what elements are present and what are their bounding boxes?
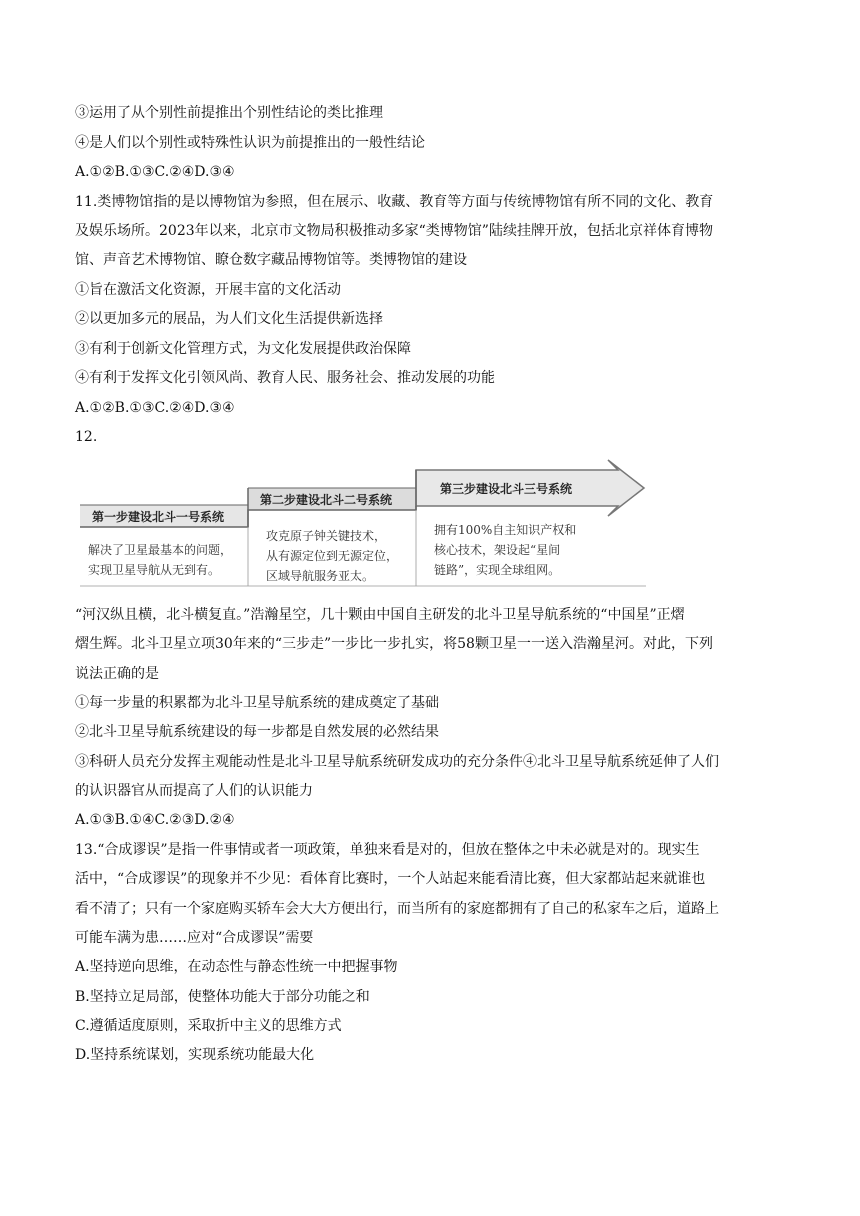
step1-desc-line-2: 实现卫星导航从无到有。 xyxy=(88,563,221,577)
q11-stem-line-3: 馆、声音艺术博物馆、瞭仓数字藏品博物馆等。类博物馆的建设 xyxy=(75,252,467,268)
q13-stem-line-2: 活中，“合成谬误”的现象并不少见：看体育比赛时，一个人站起来能看清比赛，但大家都站起来就谁也 xyxy=(75,871,706,887)
q11-stem-line-2: 及娱乐场所。2023年以来，北京市文物局积极推动多家“类博物馆”陆续挂牌开放，包括北京祥体育博物 xyxy=(75,223,713,239)
q12-stem-line-2: 熠生辉。北斗卫星立项30年来的“三步走”一步比一步扎实，将58颗卫星一一送入浩瀚星河。对此，下列 xyxy=(75,636,713,652)
q10-answer-choices: A.①②B.①③C.②④D.③④ xyxy=(75,164,235,180)
q11-option-2: ②以更加多元的展品，为人们文化生活提供新选择 xyxy=(75,311,383,327)
step3-desc-line-1: 拥有100%自主知识产权和 xyxy=(434,523,577,537)
q12-answer-choices: A.①③B.①④C.②③D.②④ xyxy=(75,812,235,828)
q13-stem-line-4: 可能车满为患……应对“合成谬误”需要 xyxy=(75,930,314,946)
q13-stem-line-1: 13.“合成谬误”是指一件事情或者一项政策，单独来看是对的，但放在整体之中未必就是对的。现实生 xyxy=(75,842,700,858)
q12-option-2: ②北斗卫星导航系统建设的每一步都是自然发展的必然结果 xyxy=(75,724,439,740)
q10-option-4: ④是人们以个别性或特殊性认识为前提推出的一般性结论 xyxy=(75,135,425,151)
q12-option-3-4-line-1: ③科研人员充分发挥主观能动性是北斗卫星导航系统研发成功的充分条件④北斗卫星导航系统延伸了人们 xyxy=(75,754,719,770)
step2-desc-line-1: 攻克原子钟关键技术， xyxy=(266,529,387,543)
beidou-three-steps-diagram xyxy=(78,458,648,590)
step3-title: 第三步建设北斗三号系统 xyxy=(440,482,573,496)
step3-desc-line-3: 链路”，实现全球组网。 xyxy=(434,563,561,577)
q12-stem-line-1: “河汉纵且横，北斗横复直。”浩瀚星空，几十颗由中国自主研发的北斗卫星导航系统的“中国星”正熠 xyxy=(75,607,685,623)
step1-title: 第一步建设北斗一号系统 xyxy=(92,510,225,524)
step2-desc-line-2: 从有源定位到无源定位， xyxy=(266,549,399,563)
q12-option-3-4-line-2: 的认识器官从而提高了人们的认识能力 xyxy=(75,783,313,799)
q13-option-d: D.坚持系统谋划，实现系统功能最大化 xyxy=(75,1047,315,1063)
q11-option-1: ①旨在激活文化资源，开展丰富的文化活动 xyxy=(75,282,341,298)
q13-option-b: B.坚持立足局部，使整体功能大于部分功能之和 xyxy=(75,989,370,1005)
q13-option-c: C.遵循适度原则，采取折中主义的思维方式 xyxy=(75,1018,342,1034)
q11-option-3: ③有利于创新文化管理方式，为文化发展提供政治保障 xyxy=(75,341,411,357)
step2-desc-line-3: 区域导航服务亚太。 xyxy=(266,569,375,583)
q13-stem-line-3: 看不清了；只有一个家庭购买轿车会大大方便出行，而当所有的家庭都拥有了自己的私家车之后，道路上 xyxy=(75,901,719,917)
q11-option-4: ④有利于发挥文化引领风尚、教育人民、服务社会、推动发展的功能 xyxy=(75,370,495,386)
q12-option-1: ①每一步量的积累都为北斗卫星导航系统的建成奠定了基础 xyxy=(75,695,439,711)
q11-answer-choices: A.①②B.①③C.②④D.③④ xyxy=(75,400,235,416)
q11-stem-line-1: 11.类博物馆指的是以博物馆为参照，但在展示、收藏、教育等方面与传统博物馆有所不同的文化、教育 xyxy=(75,194,714,210)
q12-number: 12. xyxy=(75,429,98,445)
step2-title: 第二步建设北斗二号系统 xyxy=(260,493,393,507)
step1-desc-line-1: 解决了卫星最基本的问题， xyxy=(88,543,233,557)
q12-stem-line-3: 说法正确的是 xyxy=(75,666,159,682)
q13-option-a: A.坚持逆向思维，在动态性与静态性统一中把握事物 xyxy=(75,959,398,975)
q10-option-3: ③运用了从个别性前提推出个别性结论的类比推理 xyxy=(75,105,383,121)
step3-desc-line-2: 核心技术，架设起“星间 xyxy=(434,543,561,557)
